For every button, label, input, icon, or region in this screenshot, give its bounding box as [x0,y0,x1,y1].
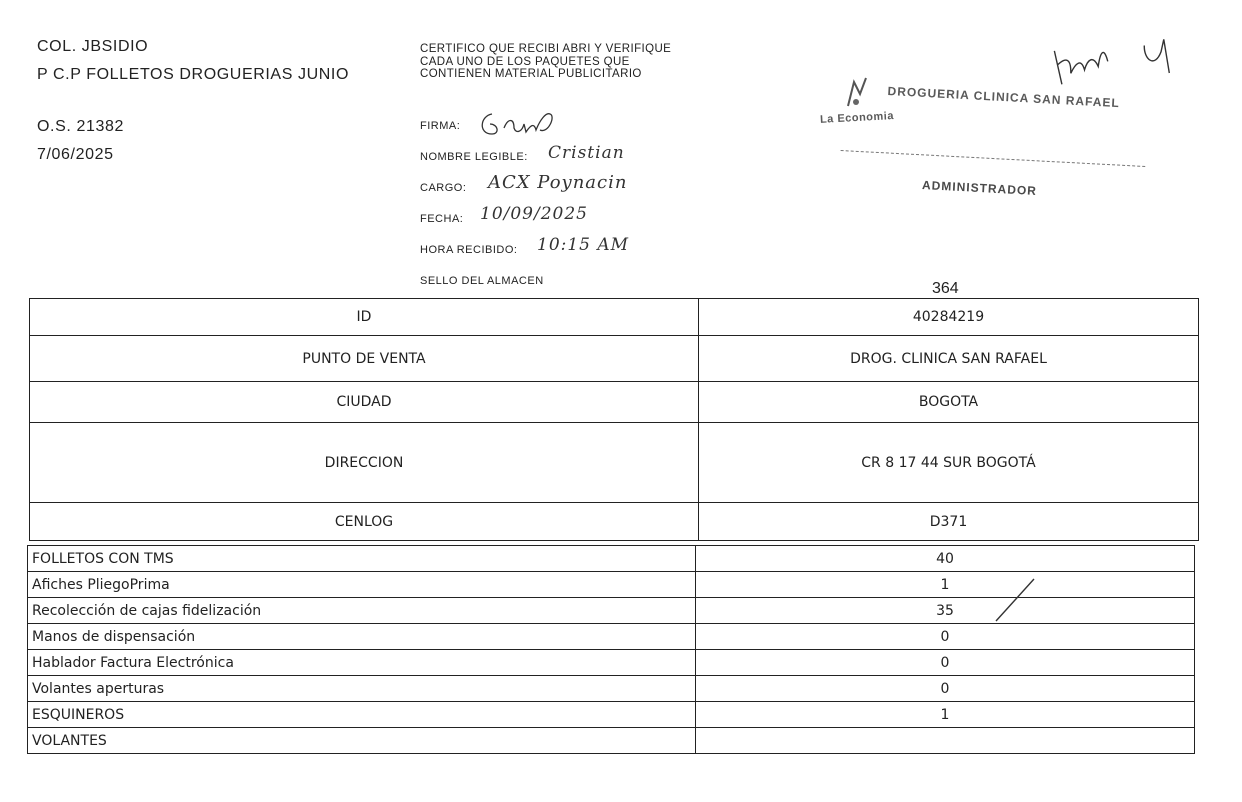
store-info-table [29,298,1199,541]
stamp-signature-icon [1044,30,1198,95]
item-row [28,650,1195,676]
info-label: ID [30,299,699,336]
info-value: 40284219 [699,299,1199,336]
header-date: 7/06/2025 [37,146,114,163]
signature-icon [476,104,566,140]
check-mark-icon [990,575,1040,625]
info-row-cenlog [30,503,1199,541]
item-qty: 1 [696,572,1195,598]
certification-text: CERTIFICO QUE RECIBI ABRI Y VERIFIQUE CADA UNO DE LOS PAQUETES QUE CONTIENEN MATERIAL PUBLICITARIO [420,43,672,80]
stamp-store-name: DROGUERIA CLINICA SAN RAFAEL [887,84,1121,111]
nombre-label: NOMBRE LEGIBLE: [420,151,528,163]
stamp-role: ADMINISTRADOR [921,178,1038,198]
info-row-id [30,299,1199,336]
info-value: BOGOTA [699,382,1199,423]
item-name: ESQUINEROS [28,702,696,728]
item-row [28,702,1195,728]
info-row-punto-de-venta [30,336,1199,382]
header-line-2: P C.P FOLLETOS DROGUERIAS JUNIO [37,66,350,83]
sello-label: SELLO DEL ALMACEN [420,275,544,287]
item-name: FOLLETOS CON TMS [28,546,696,572]
item-name: Hablador Factura Electrónica [28,650,696,676]
stamp-logo-icon [840,72,876,112]
item-name: VOLANTES [28,728,696,754]
nombre-value: Cristian [548,143,625,163]
info-row-ciudad [30,382,1199,423]
cargo-label: CARGO: [420,182,467,194]
hora-value: 10:15 AM [537,235,630,255]
item-qty: 35 [696,598,1195,624]
item-name: Manos de dispensación [28,624,696,650]
fecha-label: FECHA: [420,213,464,225]
item-qty: 0 [696,624,1195,650]
item-qty: 0 [696,650,1195,676]
stamp-divider [840,150,1145,183]
fecha-value: 10/09/2025 [480,204,588,224]
info-value: DROG. CLINICA SAN RAFAEL [699,336,1199,382]
info-label: CIUDAD [30,382,699,423]
item-name: Afiches PliegoPrima [28,572,696,598]
cargo-value: ACX Poynacin [488,172,628,193]
item-qty: 40 [696,546,1195,572]
item-qty: 0 [696,676,1195,702]
item-row [28,624,1195,650]
order-number: O.S. 21382 [37,118,124,135]
info-row-direccion [30,423,1199,503]
document-number: 364 [932,280,959,297]
item-name: Recolección de cajas fidelización [28,598,696,624]
info-label: PUNTO DE VENTA [30,336,699,382]
item-row [28,676,1195,702]
item-qty [696,728,1195,754]
info-label: CENLOG [30,503,699,541]
item-name: Volantes aperturas [28,676,696,702]
info-value: D371 [699,503,1199,541]
info-value: CR 8 17 44 SUR BOGOTÁ [699,423,1199,503]
header-line-1: COL. JBSIDIO [37,38,149,55]
firma-label: FIRMA: [420,120,461,132]
item-qty: 1 [696,702,1195,728]
item-row [28,546,1195,572]
stamp-subtitle: La Economia [819,110,895,126]
info-label: DIRECCION [30,423,699,503]
item-row [28,728,1195,754]
hora-label: HORA RECIBIDO: [420,244,518,256]
